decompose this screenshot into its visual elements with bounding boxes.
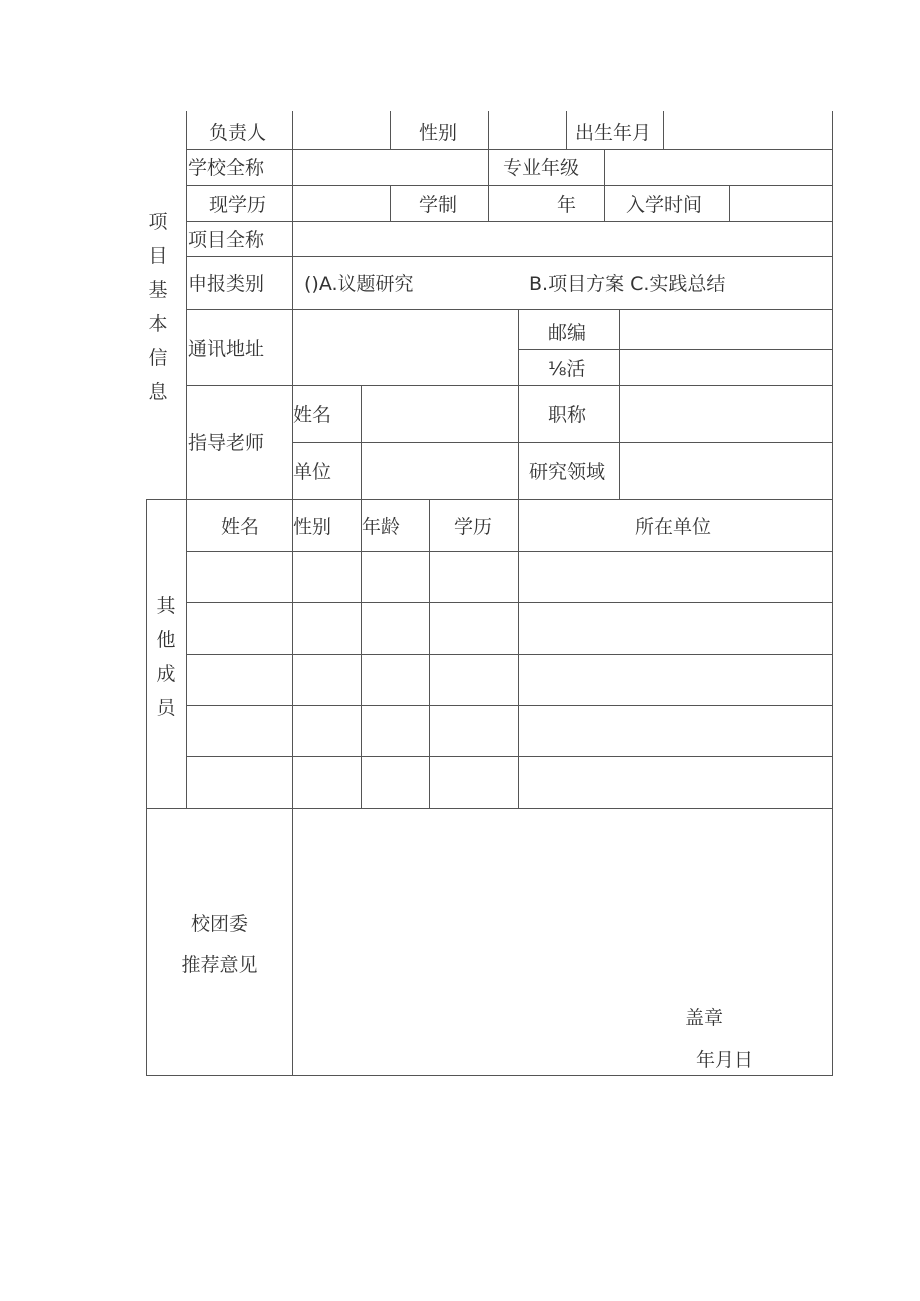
advisor-label: 指导老师 bbox=[188, 432, 265, 454]
project-name-label: 项目全称 bbox=[188, 229, 265, 251]
address-field[interactable] bbox=[296, 338, 514, 360]
gender-field[interactable] bbox=[492, 122, 562, 144]
category-label: 申报类别 bbox=[188, 273, 265, 295]
member-age-cell[interactable] bbox=[366, 565, 425, 588]
member-age-cell[interactable] bbox=[366, 616, 425, 639]
member-name-cell[interactable] bbox=[191, 770, 288, 793]
member-education-cell[interactable] bbox=[434, 668, 514, 691]
phone-label: ⅛活 bbox=[548, 358, 586, 380]
advisor-name-label: 姓名 bbox=[293, 404, 332, 426]
member-name-cell[interactable] bbox=[191, 616, 288, 639]
school-label: 学校全称 bbox=[188, 157, 265, 179]
postcode-label: 邮编 bbox=[548, 322, 587, 344]
member-name-cell[interactable] bbox=[191, 668, 288, 691]
leader-label: 负责人 bbox=[209, 122, 267, 144]
member-gender-cell[interactable] bbox=[297, 770, 357, 793]
member-unit-cell[interactable] bbox=[523, 565, 828, 588]
school-field[interactable] bbox=[296, 157, 484, 179]
birth-label: 出生年月 bbox=[575, 122, 652, 144]
leader-field[interactable] bbox=[296, 122, 386, 144]
member-unit-cell[interactable] bbox=[523, 616, 828, 639]
member-education-cell[interactable] bbox=[434, 565, 514, 588]
advisor-name-field[interactable] bbox=[365, 404, 514, 426]
member-education-cell[interactable] bbox=[434, 770, 514, 793]
member-education-cell[interactable] bbox=[434, 719, 514, 742]
gender-label: 性别 bbox=[419, 122, 458, 144]
advisor-unit-label: 单位 bbox=[293, 461, 332, 483]
member-gender-cell[interactable] bbox=[297, 719, 357, 742]
major-label: 专业年级 bbox=[503, 157, 580, 179]
schooling-system-label: 学制 bbox=[419, 194, 458, 216]
advisor-unit-field[interactable] bbox=[365, 461, 514, 483]
member-unit-cell[interactable] bbox=[523, 719, 828, 742]
education-field[interactable] bbox=[296, 194, 386, 216]
postcode-field[interactable] bbox=[623, 322, 828, 344]
advisor-field-label: 研究领域 bbox=[529, 461, 606, 483]
header-age: 年龄 bbox=[362, 516, 401, 538]
members-section-label: 其他成员 bbox=[156, 595, 176, 719]
address-label: 通讯地址 bbox=[188, 338, 265, 360]
category-option-bc[interactable]: B.项目方案 C.实践总结 bbox=[529, 273, 726, 295]
category-option-a[interactable]: ()A.议题研究 bbox=[304, 273, 414, 295]
basic-info-section-label: 项目基本信息 bbox=[148, 211, 168, 403]
major-field[interactable] bbox=[608, 157, 828, 179]
member-gender-cell[interactable] bbox=[297, 565, 357, 588]
birth-field[interactable] bbox=[667, 122, 827, 144]
member-name-cell[interactable] bbox=[191, 719, 288, 742]
member-age-cell[interactable] bbox=[366, 770, 425, 793]
member-name-cell[interactable] bbox=[191, 565, 288, 588]
advisor-field-field[interactable] bbox=[623, 461, 828, 483]
enroll-label: 入学时间 bbox=[626, 194, 703, 216]
advisor-title-label: 职称 bbox=[548, 404, 587, 426]
member-education-cell[interactable] bbox=[434, 616, 514, 639]
recommendation-field[interactable] bbox=[296, 812, 828, 992]
stamp-label: 盖章 bbox=[685, 1007, 724, 1029]
header-education: 学历 bbox=[454, 516, 493, 538]
member-age-cell[interactable] bbox=[366, 719, 425, 742]
member-unit-cell[interactable] bbox=[523, 668, 828, 691]
year-unit-label: 年 bbox=[557, 194, 577, 216]
member-gender-cell[interactable] bbox=[297, 616, 357, 639]
advisor-title-field[interactable] bbox=[623, 404, 828, 426]
member-gender-cell[interactable] bbox=[297, 668, 357, 691]
header-name: 姓名 bbox=[221, 516, 260, 538]
date-label: 年月日 bbox=[696, 1049, 754, 1071]
header-gender: 性别 bbox=[293, 516, 332, 538]
member-unit-cell[interactable] bbox=[523, 770, 828, 793]
member-age-cell[interactable] bbox=[366, 668, 425, 691]
project-name-field[interactable] bbox=[296, 229, 826, 251]
education-label: 现学历 bbox=[209, 194, 267, 216]
header-unit: 所在单位 bbox=[635, 516, 712, 538]
phone-field[interactable] bbox=[623, 358, 828, 380]
recommendation-label-line2: 推荐意见 bbox=[181, 954, 258, 976]
recommendation-label-line1: 校团委 bbox=[190, 913, 248, 935]
enroll-field[interactable] bbox=[733, 194, 828, 216]
